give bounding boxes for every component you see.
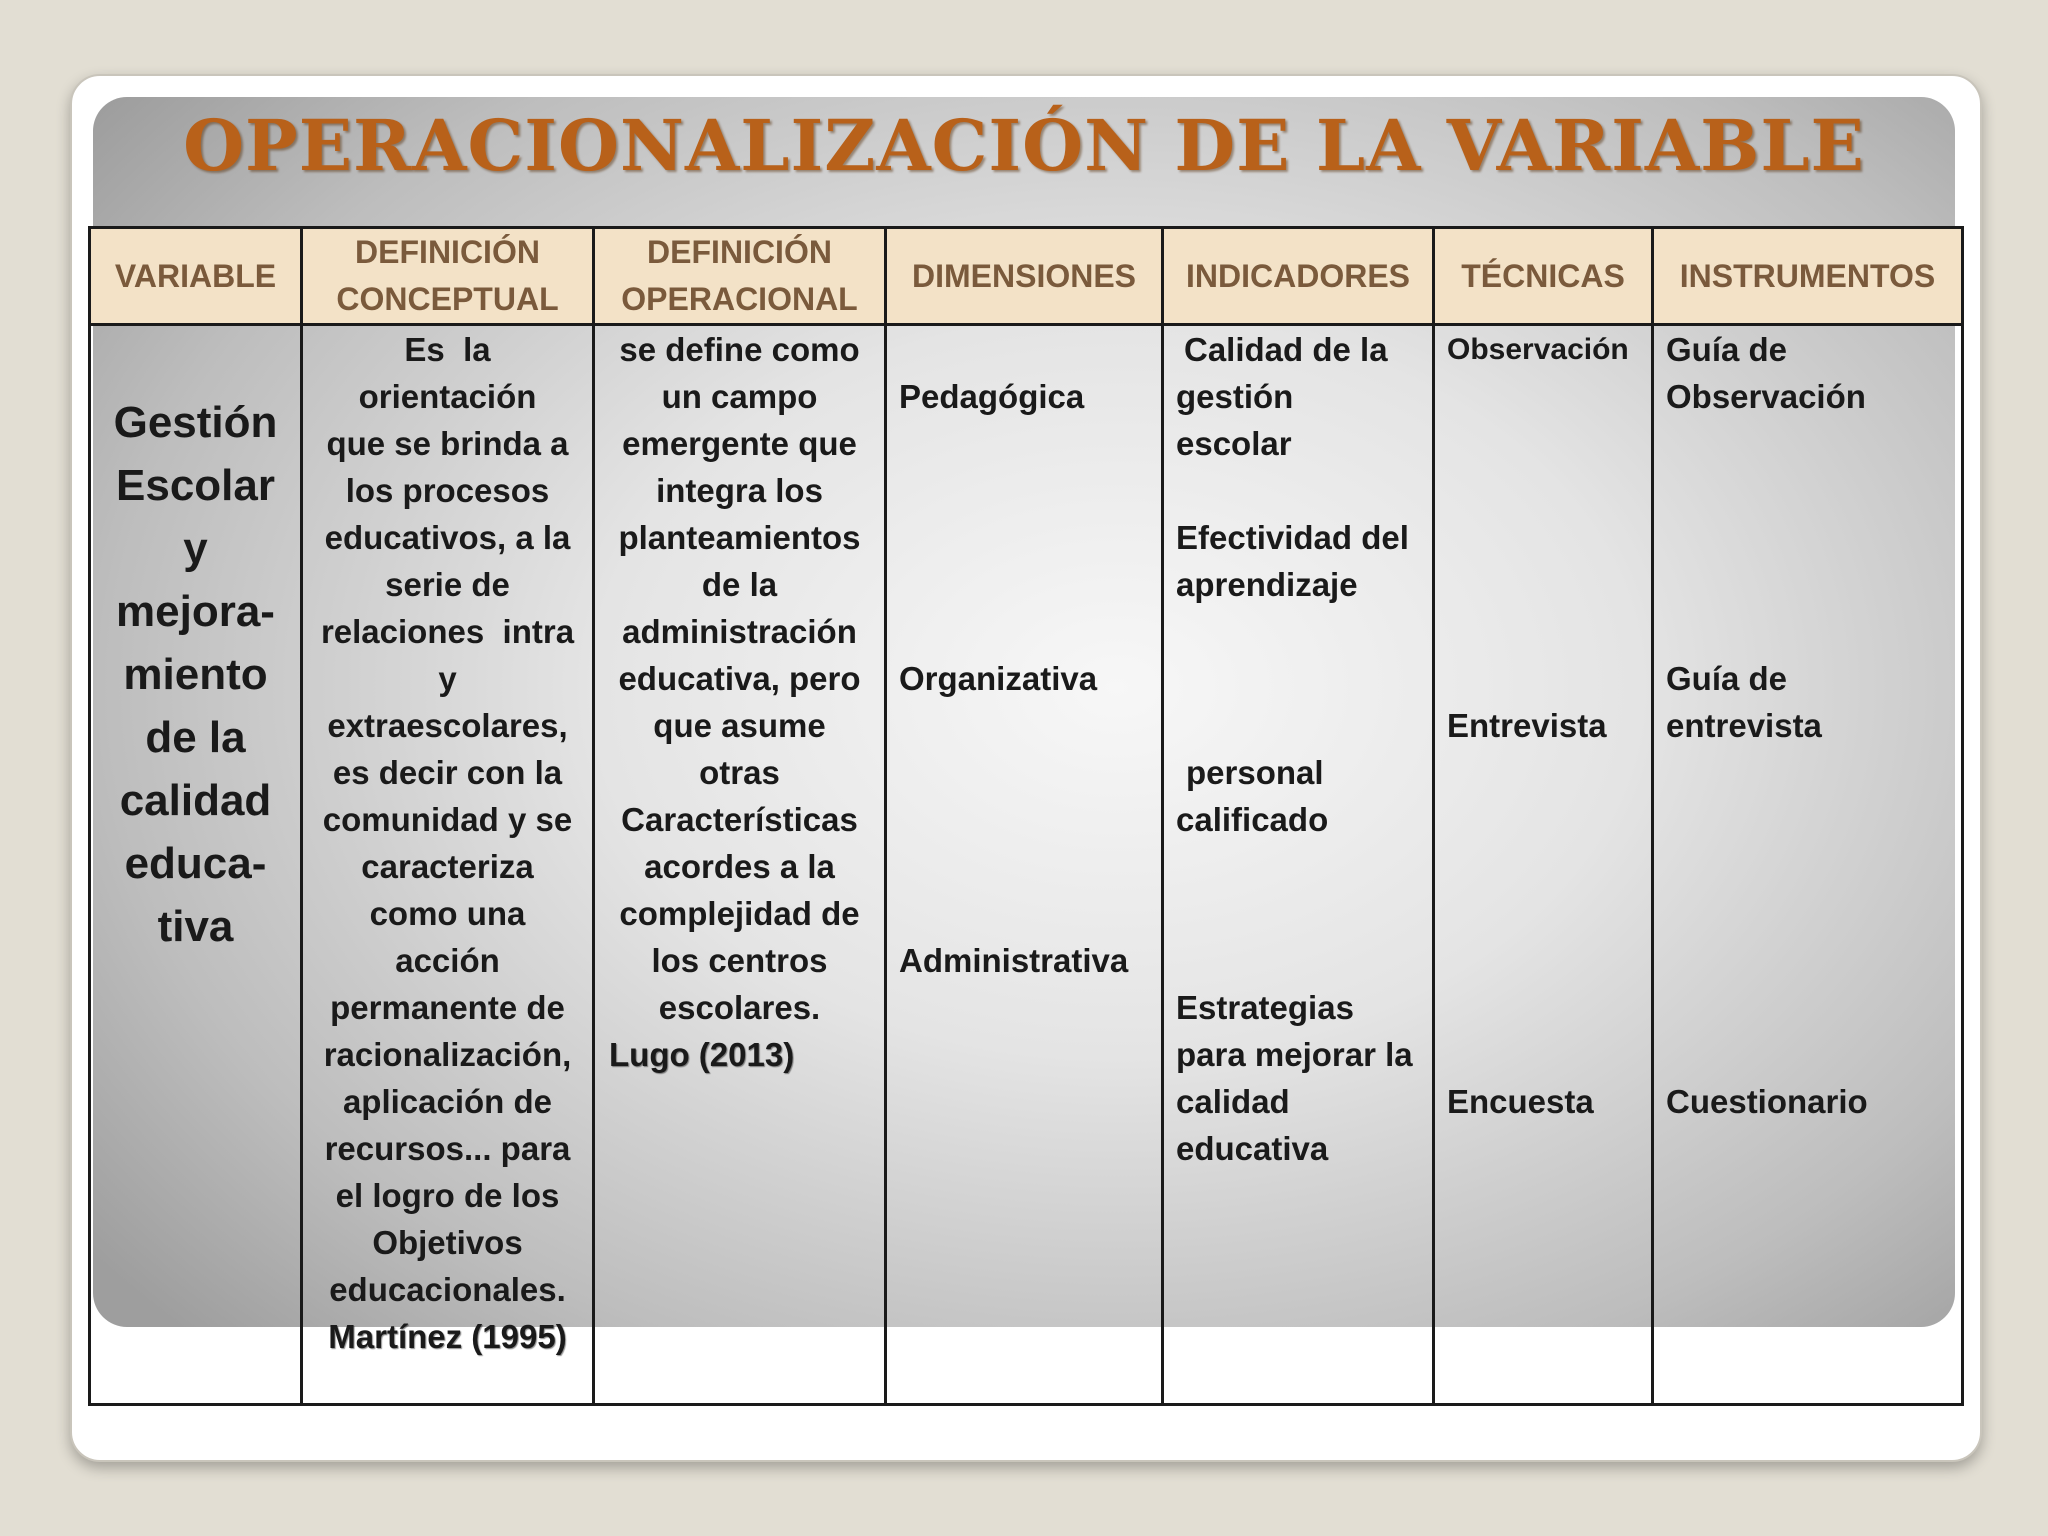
text-line: emergente que — [622, 425, 857, 462]
text-line: complejidad de — [619, 895, 860, 932]
text-line: los centros — [651, 942, 828, 979]
text-line: y — [438, 660, 457, 697]
citation-lugo: Lugo (2013) — [609, 1036, 795, 1073]
header-tecnicas: TÉCNICAS — [1434, 228, 1653, 325]
slide-title: OPERACIONALIZACIÓN DE LA VARIABLE — [183, 104, 1865, 187]
text-line: Es la — [404, 331, 491, 368]
text-line: Estrategias — [1176, 989, 1354, 1026]
header-indicadores: INDICADORES — [1163, 228, 1434, 325]
text-line: Guía de — [1666, 660, 1788, 697]
variable-line: mejora- — [116, 587, 275, 636]
text-line: orientación — [358, 378, 537, 415]
text-line: comunidad y se — [322, 801, 573, 838]
text-line: Calidad de la — [1184, 331, 1388, 368]
header-text: DEFINICIÓN — [355, 234, 540, 270]
text-line: acordes a la — [644, 848, 835, 885]
text-line: se define como — [619, 331, 860, 368]
text-line: educativa, pero — [618, 660, 861, 697]
text-line: Efectividad del — [1176, 519, 1409, 556]
text-line: calificado — [1176, 801, 1329, 838]
header-instrumentos: INSTRUMENTOS — [1653, 228, 1963, 325]
text-line: de la — [701, 566, 778, 603]
header-definicion-conceptual — [302, 228, 594, 325]
text-line: Guía de — [1666, 331, 1788, 368]
text-line: caracteriza — [361, 848, 534, 885]
text-line: racionalización, — [323, 1036, 572, 1073]
variable-line: y — [183, 524, 208, 573]
text-line: administración — [622, 613, 857, 650]
dimension-pedagogica: Pedagógica — [899, 378, 1085, 415]
text-line: serie de — [385, 566, 510, 603]
header-text: OPERACIONAL — [621, 281, 858, 317]
definicion-operacional-cell — [594, 325, 886, 1405]
citation-martinez: Martínez (1995) — [328, 1318, 567, 1355]
indicator-personal — [1176, 749, 1328, 843]
text-line: personal — [1186, 754, 1324, 791]
header-variable: VARIABLE — [90, 228, 302, 325]
variable-line: Escolar — [116, 461, 275, 510]
dimension-organizativa: Organizativa — [899, 660, 1098, 697]
indicator-calidad-gestion — [1176, 326, 1388, 467]
text-line: recursos... para — [324, 1130, 571, 1167]
text-line: educativos, a la — [324, 519, 571, 556]
table-row — [90, 325, 1963, 1405]
text-line: acción — [395, 942, 500, 979]
text-line: los procesos — [345, 472, 550, 509]
text-line: educacionales. — [329, 1271, 566, 1308]
indicadores-cell — [1163, 325, 1434, 1405]
text-line: relaciones intra — [320, 613, 575, 650]
text-line: aplicación de — [342, 1083, 553, 1120]
dimensiones-cell — [886, 325, 1163, 1405]
tecnicas-cell — [1434, 325, 1653, 1405]
operationalization-table — [88, 226, 1964, 1406]
variable-line: calidad — [119, 776, 272, 825]
text-line: escolar — [1176, 425, 1292, 462]
text-line: otras — [699, 754, 780, 791]
text-line: Observación — [1666, 378, 1866, 415]
text-line: que se brinda a — [326, 425, 569, 462]
instrumento-cuestionario: Cuestionario — [1666, 1083, 1868, 1120]
text-line: gestión — [1176, 378, 1294, 415]
header-text: DEFINICIÓN — [647, 234, 832, 270]
text-line: aprendizaje — [1176, 566, 1358, 603]
tecnica-entrevista: Entrevista — [1447, 707, 1607, 744]
variable-line: Gestión — [113, 398, 278, 447]
text-line: que asume — [653, 707, 826, 744]
text-line: educativa — [1176, 1130, 1329, 1167]
definicion-conceptual-cell — [302, 325, 594, 1405]
text-line: como una — [369, 895, 526, 932]
text-line: integra los — [656, 472, 823, 509]
text-line: Objetivos — [372, 1224, 523, 1261]
variable-cell — [90, 325, 302, 1405]
text-line: escolares. — [658, 989, 821, 1026]
variable-line: tiva — [157, 902, 234, 951]
header-dimensiones: DIMENSIONES — [886, 228, 1163, 325]
variable-line: educa- — [124, 839, 267, 888]
text-line: Características — [621, 801, 858, 838]
text-line: extraescolares, — [327, 707, 568, 744]
text-line: el logro de los — [335, 1177, 560, 1214]
text-line: para mejorar la — [1176, 1036, 1413, 1073]
tecnica-observacion: Observación — [1447, 333, 1629, 366]
text-line: un campo — [661, 378, 818, 415]
instrumentos-cell — [1653, 325, 1963, 1405]
text-line: planteamientos — [618, 519, 861, 556]
indicator-efectividad — [1176, 514, 1409, 608]
tecnica-encuesta: Encuesta — [1447, 1083, 1594, 1120]
dimension-administrativa: Administrativa — [899, 942, 1129, 979]
text-line: es decir con la — [332, 754, 563, 791]
text-line: calidad — [1176, 1083, 1290, 1120]
instrumento-guia-entrevista — [1666, 655, 1822, 749]
instrumento-guia-observacion — [1666, 326, 1866, 420]
header-row — [90, 228, 1963, 325]
variable-line: miento — [123, 650, 268, 699]
header-text: CONCEPTUAL — [336, 281, 559, 317]
variable-line: de la — [145, 713, 246, 762]
header-definicion-operacional — [594, 228, 886, 325]
text-line: permanente de — [330, 989, 565, 1026]
indicator-estrategias — [1176, 984, 1413, 1172]
text-line: entrevista — [1666, 707, 1822, 744]
